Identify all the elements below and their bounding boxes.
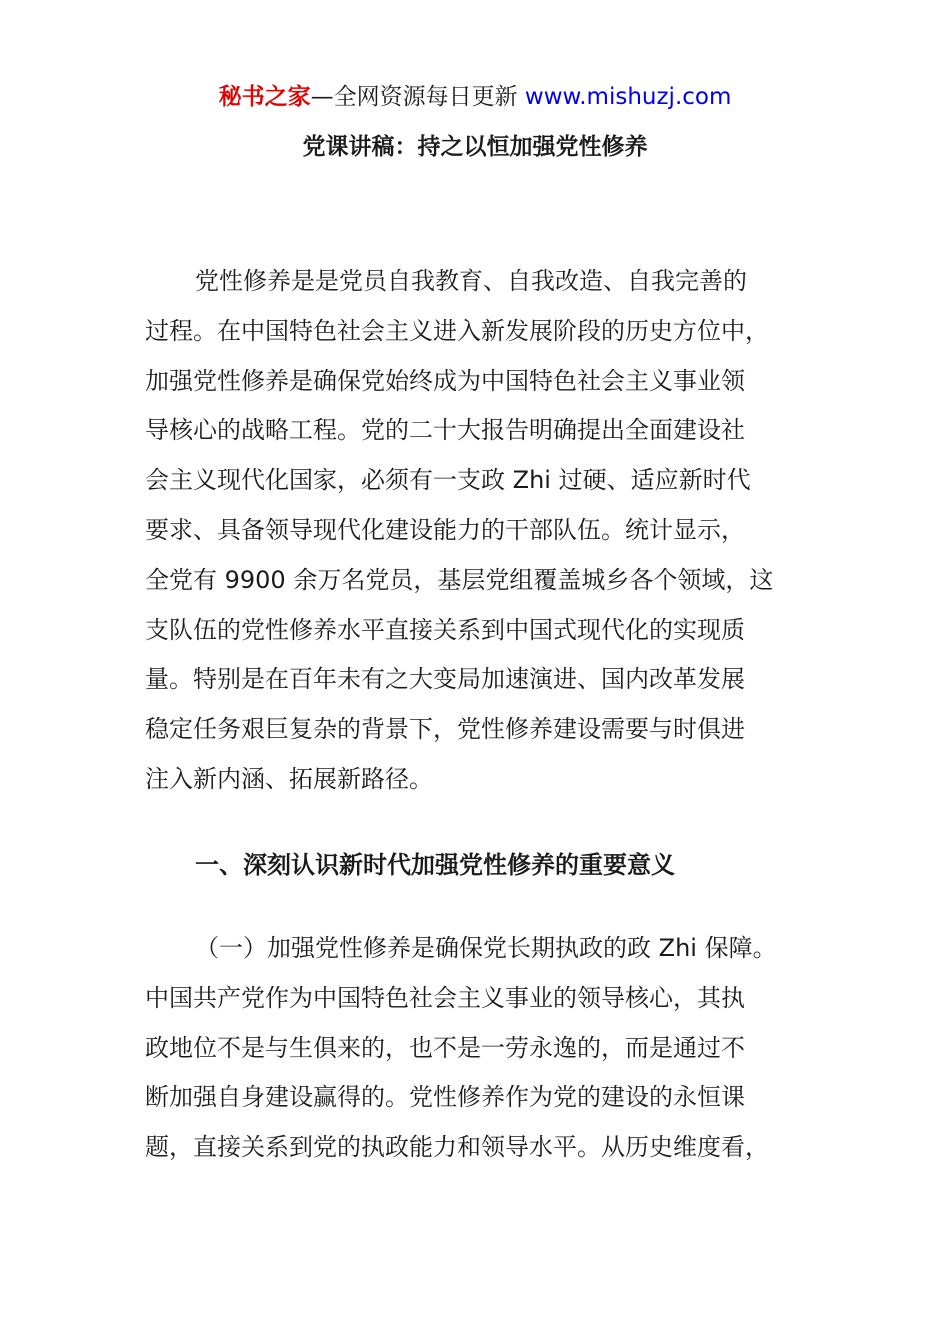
- paragraph-line: 党性修养是是党员自我教育、自我改造、自我完善的: [195, 267, 747, 295]
- section-heading: 一、深刻认识新时代加强党性修养的重要意义: [195, 851, 675, 879]
- site-header: [0, 80, 950, 114]
- paragraph-line: 题，直接关系到党的执政能力和领导水平。从历史维度看，: [145, 1133, 769, 1162]
- paragraph-line: （一）加强党性修养是确保党长期执政的政 Zhi 保障。: [195, 934, 777, 962]
- paragraph-line: 中国共产党作为中国特色社会主义事业的领导核心，其执: [145, 983, 745, 1012]
- paragraph-line: 会主义现代化国家，必须有一支政 Zhi 过硬、适应新时代: [145, 466, 751, 495]
- paragraph-line: 稳定任务艰巨复杂的背景下，党性修养建设需要与时俱进: [145, 715, 745, 744]
- paragraph-line: 支队伍的党性修养水平直接关系到中国式现代化的实现质: [145, 615, 745, 644]
- paragraph-line: 断加强自身建设赢得的。党性修养作为党的建设的永恒课: [145, 1083, 745, 1112]
- site-url-link[interactable]: www.mishuzj.com: [524, 84, 732, 110]
- paragraph-intro: [145, 257, 807, 805]
- brand-name: 秘书之家: [218, 84, 311, 110]
- document-title: 党课讲稿：持之以恒加强党性修养: [302, 134, 648, 160]
- paragraph-line: 要求、具备领导现代化建设能力的干部队伍。统计显示，: [145, 515, 745, 544]
- paragraph-section-1: [145, 924, 807, 1173]
- paragraph-line: 导核心的战略工程。党的二十大报告明确提出全面建设社: [145, 416, 745, 445]
- paragraph-line: 加强党性修养是确保党始终成为中国特色社会主义事业领: [145, 366, 745, 395]
- paragraph-line: 量。特别是在百年未有之大变局加速演进、国内改革发展: [145, 665, 745, 694]
- site-tagline: —全网资源每日更新: [310, 84, 525, 110]
- paragraph-line: 政地位不是与生俱来的，也不是一劳永逸的，而是通过不: [145, 1033, 745, 1062]
- paragraph-line: 注入新内涵、拓展新路径。: [145, 764, 433, 793]
- paragraph-line: 过程。在中国特色社会主义进入新发展阶段的历史方位中，: [145, 316, 769, 345]
- paragraph-line: 全党有 9900 余万名党员，基层党组覆盖城乡各个领域，这: [145, 565, 774, 594]
